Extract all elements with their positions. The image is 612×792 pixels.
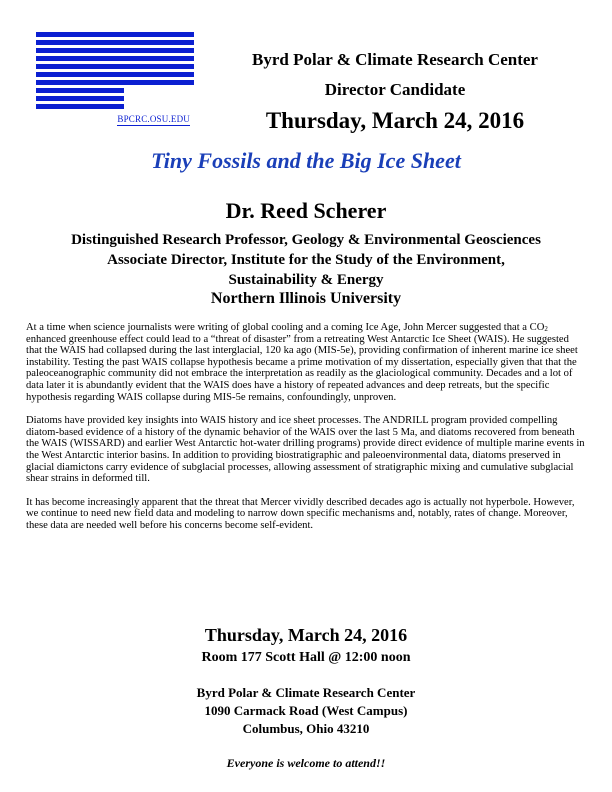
- welcome-note: Everyone is welcome to attend!!: [226, 756, 386, 770]
- logo-url: BPCRC.OSU.EDU: [117, 114, 190, 124]
- talk-title: Tiny Fossils and the Big Ice Sheet: [151, 148, 461, 173]
- logo-stripes: [36, 32, 194, 114]
- speaker-institution: Northern Illinois University: [210, 290, 402, 307]
- event-address: 1090 Carmack Road (West Campus): [204, 703, 408, 718]
- abstract-paragraph-2: Diatoms have provided key insights into WAIS history and ice sheet processes. The ANDRILL program provided compelling diatom-based evidence of a history of the dynamic behavior of the WAIS over the last 5 Ma, and diatoms recovered from beneath the WAIS (WISSARD) and earlier West Antarctic hot-water drilling programs) provide direct evidence of multiple marine events in the West Antarctic interior basins. In addition to providing biostratigraphic and paleoenvironmental data, diatoms preserved in glacial diamictons carry evidence of subglacial processes, allowing assessment of stratigraphic mixing and cumulative subglacial shear strains in deformed till.: [26, 415, 585, 485]
- speaker-name: Dr. Reed Scherer: [225, 198, 387, 223]
- speaker-title-1: Distinguished Research Professor, Geology & Environmental Geosciences: [71, 232, 541, 248]
- event-organization: Byrd Polar & Climate Research Center: [196, 685, 416, 700]
- abstract: [26, 322, 586, 544]
- header-date: Thursday, March 24, 2016: [265, 108, 525, 133]
- event-city: Columbus, Ohio 43210: [242, 721, 370, 736]
- co2-formula: $CO_2$: [529, 322, 548, 333]
- header-subtitle: Director Candidate: [324, 80, 466, 99]
- speaker-title-3: Sustainability & Energy: [228, 272, 384, 288]
- event-room: Room 177 Scott Hall @ 12:00 noon: [201, 650, 411, 665]
- speaker-title-2: Associate Director, Institute for the Study of the Environment,: [107, 252, 505, 268]
- abstract-paragraph-1: At a time when science journalists were writing of global cooling and a coming Ice Age, John Mercer suggested that a $CO_2$ enhanced greenhouse effect could lead to a “threat of disaster” from a retreating West Antarctic Ice Sheet (WAIS). He suggested that the WAIS had collapsed during the last interglacial, 120 ka ago (MIS-5e), providing confirmation of inherent marine ice sheet instability. Testing the past WAIS collapse hypothesis became a prime motivation of my dissertation, especially given that that the paleoceanographic community did not embrace the interpretation as readily as the glaciological community. Decades and a lot of data later it is abundantly evident that the WAIS does have a history of repeated advances and deep retreats, but the specific hypothesis regarding WAIS collapse during MIS-5e remains, confoundingly, unproven.: [26, 322, 578, 403]
- abstract-paragraph-3: It has become increasingly apparent that the threat that Mercer vividly described decades ago is actually not hyperbole. However, we continue to need new field data and modeling to narrow down specific mechanisms and, notably, rates of change. Moreover, these data are needed well before his concerns become self-evident.: [26, 496, 575, 531]
- event-date: Thursday, March 24, 2016: [204, 625, 408, 645]
- bpcrc-logo: [36, 32, 194, 128]
- header-center-name: Byrd Polar & Climate Research Center: [252, 50, 538, 69]
